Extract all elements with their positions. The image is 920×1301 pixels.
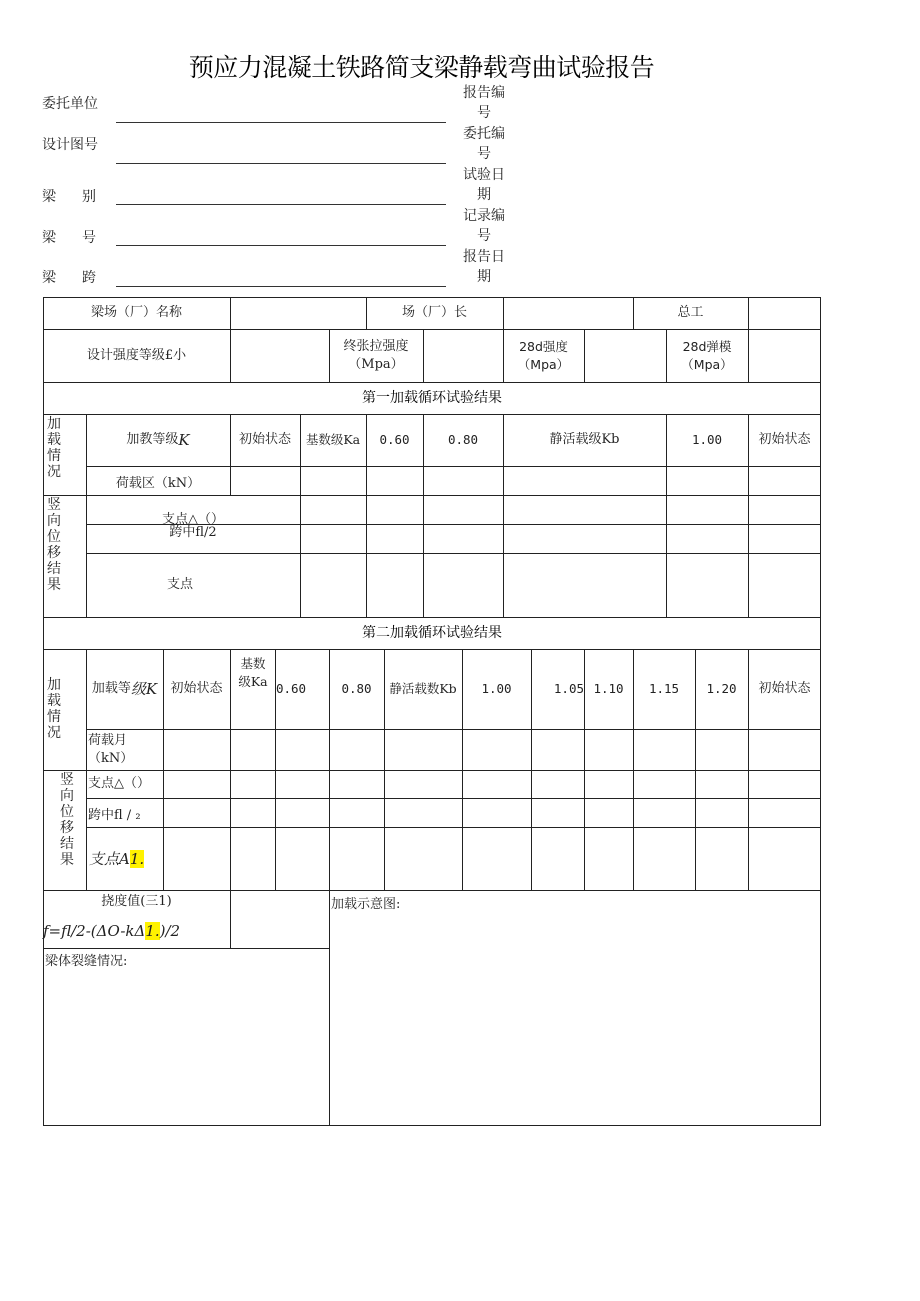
- grid-line: [86, 827, 821, 828]
- cycle1-support-2-label: 支点: [166, 577, 193, 592]
- cycle2-value-0-60: 0.60: [275, 681, 307, 696]
- cycle1-static-level: 静活载级Kb: [549, 432, 620, 447]
- label-28d-strength: 28d强度（Mpa）: [517, 338, 570, 372]
- beam-type-underline[interactable]: [116, 204, 446, 205]
- client-underline[interactable]: [116, 122, 446, 123]
- label-final-tension-strength: 终张拉强度（Mpa）: [343, 338, 409, 372]
- cycle2-static-level: 静活载数Kb: [389, 681, 457, 696]
- cycle2-load-section-label: 加载情况: [47, 677, 61, 741]
- cycle1-load-grade-header: [86, 414, 230, 466]
- cycle2-value-1-05: 1.05: [553, 681, 584, 696]
- label-28d-modulus: 28d弹模（Mpa）: [681, 338, 733, 372]
- cycle1-support-1-label: 支点△（）: [162, 512, 224, 527]
- grid-line: [86, 798, 821, 799]
- grid-line: [86, 729, 821, 730]
- beam-span-underline[interactable]: [116, 286, 446, 287]
- cycle1-value-0-80: 0.80: [447, 432, 479, 447]
- cycle2-load-grade-symbol: 级K: [130, 680, 158, 698]
- grid-line: [43, 948, 330, 949]
- label-factory-name: 梁场（厂）名称: [90, 305, 182, 320]
- cycle2-load-row-label: 荷载月（kN）: [88, 732, 134, 766]
- header-label-record-no: 记录编号: [463, 208, 505, 244]
- cracks-area[interactable]: [45, 968, 328, 1124]
- grid-line: [43, 495, 821, 496]
- deflection-formula-suffix: )/2: [159, 922, 181, 940]
- grid-line: [748, 297, 749, 382]
- cycle2-support-2-prefix: 支点A: [89, 849, 130, 868]
- cycle1-value-0-60: 0.60: [379, 432, 410, 447]
- header-label-beam-no: 梁 号: [42, 230, 102, 246]
- header-label-report-date: 报告日期: [463, 249, 505, 285]
- loading-diagram-area[interactable]: [331, 910, 819, 1124]
- header-label-test-date: 试验日期: [463, 167, 505, 203]
- cycle1-value-1-00: 1.00: [691, 432, 723, 447]
- cracks-label: 梁体裂缝情况:: [45, 954, 128, 969]
- cycle1-load-grade-symbol: K: [178, 431, 190, 449]
- label-design-grade: 设计强度等级£小: [86, 347, 187, 363]
- cycle2-support-2-label: [86, 827, 163, 890]
- cycle2-displacement-section-label: 竖向位移结果: [60, 772, 74, 868]
- cycle1-initial-state-end: 初始状态: [758, 432, 811, 447]
- cycle2-midspan-label: 跨中fl / ₂: [88, 808, 141, 823]
- cycle2-load-grade-label: 加载等: [91, 681, 131, 696]
- cycle1-displacement-section-label: 竖向位移结果: [47, 497, 61, 593]
- header-label-client: 委托单位: [42, 96, 98, 112]
- cycle2-initial-state: 初始状态: [170, 681, 223, 696]
- loading-diagram-label: 加载示意图:: [331, 897, 401, 912]
- page-title: 预应力混凝土铁路简支梁静载弯曲试验报告: [188, 53, 655, 82]
- cycle2-support-1-label: 支点△（）: [88, 776, 150, 791]
- grid-line: [230, 297, 231, 382]
- deflection-formula: [43, 916, 230, 946]
- cycle2-base-level: 基数级Ka: [238, 656, 268, 689]
- drawing-no-underline[interactable]: [116, 163, 446, 164]
- header-label-beam-span: 梁 跨: [42, 270, 102, 286]
- grid-line: [423, 329, 424, 382]
- grid-line: [584, 329, 585, 382]
- header-label-report-no: 报告编号: [463, 85, 505, 121]
- grid-line: [230, 890, 231, 948]
- cycle1-initial-state: 初始状态: [238, 432, 291, 447]
- deflection-label: 挠度值(三1): [101, 894, 172, 909]
- cycle2-support-2-highlight: 1.: [129, 849, 145, 868]
- grid-line: [329, 890, 330, 1126]
- header-label-commission-no: 委托编号: [463, 126, 505, 162]
- cycle2-title: 第二加载循环试验结果: [362, 625, 502, 641]
- beam-no-underline[interactable]: [116, 245, 446, 246]
- header-label-beam-type: 梁 别: [42, 189, 102, 205]
- cycle2-value-1-20: 1.20: [706, 681, 737, 696]
- cycle2-initial-state-end: 初始状态: [758, 681, 811, 696]
- label-chief-engineer: 总工: [677, 305, 704, 320]
- cycle2-value-0-80: 0.80: [341, 681, 372, 696]
- deflection-formula-prefix: f=fl/2-(ΔO-kΔ: [43, 922, 146, 940]
- cycle2-value-1-10: 1.10: [593, 681, 624, 696]
- cycle1-load-row-label: 荷载区（kN）: [115, 476, 201, 491]
- cycle1-title: 第一加载循环试验结果: [362, 390, 502, 406]
- header-label-drawing-no: 设计图号: [42, 137, 98, 153]
- grid-line: [230, 649, 231, 890]
- deflection-formula-highlight: 1.: [145, 922, 160, 940]
- cycle1-load-grade-label: 加教等级: [126, 432, 179, 447]
- cycle2-value-1-00: 1.00: [481, 681, 512, 696]
- cycle2-load-grade-header: [86, 649, 163, 729]
- label-factory-head: 场（厂）长: [401, 305, 467, 320]
- cycle1-midspan-label: 跨中fl/2: [169, 525, 217, 540]
- cycle2-value-1-15: 1.15: [648, 681, 680, 696]
- cycle1-load-section-label: 加载情况: [47, 416, 61, 480]
- cycle1-base-level: 基数级Ka: [305, 432, 361, 447]
